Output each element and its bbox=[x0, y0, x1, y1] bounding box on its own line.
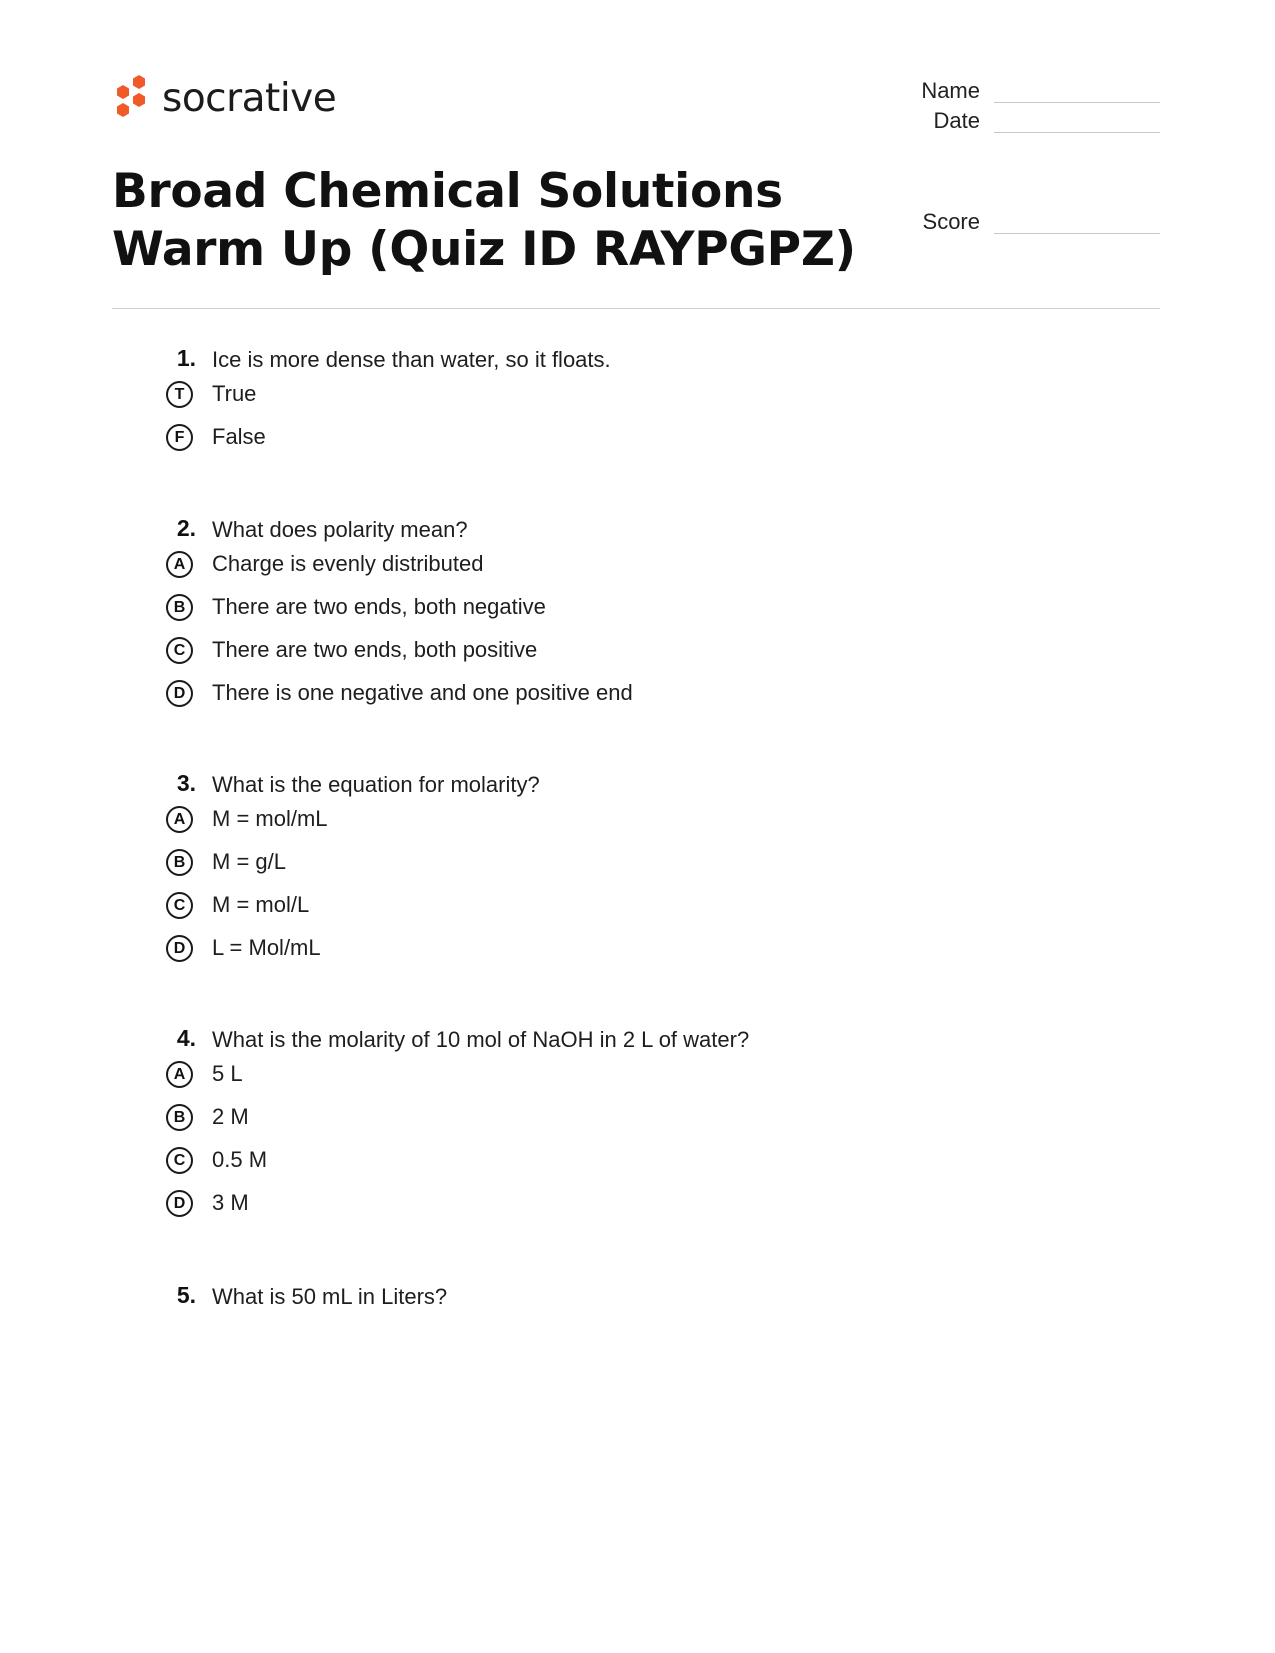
answer-bubble[interactable]: B bbox=[166, 1104, 193, 1131]
header-divider bbox=[112, 308, 1160, 309]
score-line[interactable] bbox=[994, 233, 1160, 234]
answer-text: There are two ends, both negative bbox=[212, 594, 546, 619]
question-text: What does polarity mean? bbox=[212, 517, 468, 542]
answer-text: 3 M bbox=[212, 1190, 249, 1215]
answer-text: 5 L bbox=[212, 1061, 243, 1086]
socrative-logo bbox=[112, 73, 336, 123]
answer-text: False bbox=[212, 424, 266, 449]
answer-bubble[interactable]: B bbox=[166, 849, 193, 876]
question-number: 5. bbox=[176, 1282, 196, 1308]
question-number: 3. bbox=[176, 770, 196, 796]
question-text: What is the molarity of 10 mol of NaOH in 2 L of water? bbox=[212, 1027, 750, 1052]
question-text: Ice is more dense than water, so it floats. bbox=[212, 347, 611, 372]
answer-bubble[interactable]: C bbox=[166, 1147, 193, 1174]
answer-bubble[interactable]: F bbox=[166, 424, 193, 451]
answer-option[interactable] bbox=[160, 1141, 1060, 1184]
answer-bubble[interactable]: A bbox=[166, 806, 193, 833]
date-label: Date bbox=[933, 108, 980, 133]
answer-text: M = mol/mL bbox=[212, 806, 328, 831]
question-2 bbox=[160, 515, 1060, 717]
answer-text: 2 M bbox=[212, 1104, 249, 1129]
answer-text: L = Mol/mL bbox=[212, 935, 321, 960]
answer-option[interactable] bbox=[160, 588, 1060, 631]
answer-text: Charge is evenly distributed bbox=[212, 551, 484, 576]
answer-bubble[interactable]: D bbox=[166, 680, 193, 707]
question-number: 2. bbox=[176, 515, 196, 541]
answer-bubble[interactable]: D bbox=[166, 1190, 193, 1217]
answer-option[interactable] bbox=[160, 375, 1060, 418]
answer-bubble[interactable]: C bbox=[166, 637, 193, 664]
brand-name: socrative bbox=[162, 75, 337, 121]
answer-text: 0.5 M bbox=[212, 1147, 268, 1172]
name-field[interactable] bbox=[880, 78, 1160, 108]
answer-bubble[interactable]: D bbox=[166, 935, 193, 962]
answer-option[interactable] bbox=[160, 800, 1060, 843]
answer-bubble[interactable]: T bbox=[166, 381, 193, 408]
answer-text: M = g/L bbox=[212, 849, 286, 874]
answer-option[interactable] bbox=[160, 631, 1060, 674]
date-field[interactable] bbox=[880, 108, 1160, 138]
score-field[interactable] bbox=[880, 209, 1160, 239]
answer-option[interactable] bbox=[160, 418, 1060, 461]
question-5 bbox=[160, 1282, 1060, 1312]
question-number: 4. bbox=[176, 1025, 196, 1051]
answer-option[interactable] bbox=[160, 1055, 1060, 1098]
answer-text: M = mol/L bbox=[212, 892, 310, 917]
question-number: 1. bbox=[176, 345, 196, 371]
answer-bubble[interactable]: C bbox=[166, 892, 193, 919]
answer-bubble[interactable]: A bbox=[166, 1061, 193, 1088]
answer-text: True bbox=[212, 381, 257, 406]
answer-option[interactable] bbox=[160, 886, 1060, 929]
score-label: Score bbox=[922, 209, 980, 234]
question-1 bbox=[160, 345, 1060, 461]
question-4 bbox=[160, 1025, 1060, 1227]
answer-option[interactable] bbox=[160, 1184, 1060, 1227]
question-3 bbox=[160, 770, 1060, 972]
name-line[interactable] bbox=[994, 102, 1160, 103]
answer-option[interactable] bbox=[160, 545, 1060, 588]
answer-text: There are two ends, both positive bbox=[212, 637, 538, 662]
quiz-title: Broad Chemical Solutions Warm Up (Quiz ID RAYPGPZ) bbox=[112, 164, 856, 277]
date-line[interactable] bbox=[994, 132, 1160, 133]
answer-option[interactable] bbox=[160, 843, 1060, 886]
answer-option[interactable] bbox=[160, 929, 1060, 972]
name-label: Name bbox=[921, 78, 980, 103]
answer-text: There is one negative and one positive end bbox=[212, 680, 633, 705]
answer-option[interactable] bbox=[160, 1098, 1060, 1141]
answer-bubble[interactable]: B bbox=[166, 594, 193, 621]
answer-bubble[interactable]: A bbox=[166, 551, 193, 578]
question-text: What is the equation for molarity? bbox=[212, 772, 540, 797]
question-text: What is 50 mL in Liters? bbox=[212, 1284, 448, 1309]
answer-option[interactable] bbox=[160, 674, 1060, 717]
hexagon-cluster-icon bbox=[112, 73, 150, 123]
